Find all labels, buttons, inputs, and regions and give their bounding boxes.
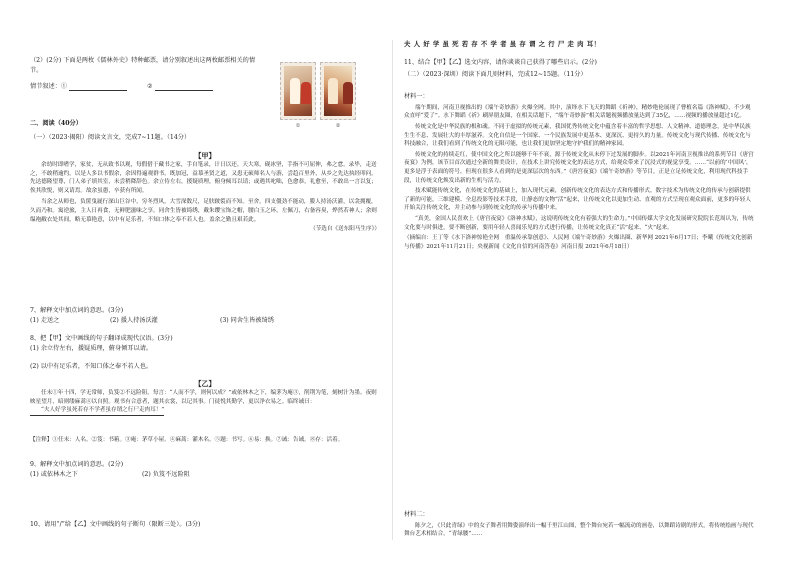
question-9 <box>30 460 380 480</box>
question-7-items <box>30 316 380 326</box>
material-1 <box>404 92 754 251</box>
material-1-paragraph-5: “真美，金国人民喜欢上《唐宫夜宴》《洛神水赋》，这说明传统文化有着强大的生命力。”中国传媒大学文化发展研究院院长范周认为，传统文化要与时俱进，要不断创新，要用年轻人喜闻乐见的方式进行传播，让传统文化真正“活”起来、“火”起来。 <box>404 215 754 231</box>
passage-yi-text: 任末①年十四，学无常师，负笈②不远险阻。每言：“人而不学，则何以成？”或依林木之下，编茅为庵③，削荆为笔，刻树汁为墨。夜则映星望月，暗则缕麻蒿④以自照。观书有合意者，题其衣裳，以记其事。门徒悦其勤学，更以净衣易之。临终诫曰： <box>30 390 377 405</box>
top-quote-block <box>404 40 754 49</box>
question-8-prompt: 8、把【甲】文中画线的句子翻译成现代汉语。(3分) <box>30 335 173 342</box>
material-2 <box>404 510 754 539</box>
plot-number-2: ② <box>147 82 153 90</box>
breaking-sentence: 夫 人 好 学 虽 死 若 存 不 学 者 虽 存 谓 之 行 尸 走 肉 耳！ <box>404 40 601 48</box>
question-9-item-1: (1) 或依林木之下 <box>30 470 78 478</box>
passage-yi <box>30 378 380 416</box>
plot-blank-2[interactable] <box>155 84 213 91</box>
plot-label: 情节叙述：① <box>30 82 68 90</box>
column-separator <box>392 40 393 540</box>
passage-yi-notes-text: 【注释】①任末：人名。②笈：书箱。③庵：茅草小屋。④麻蒿：灌木名。⑤题：书写。⑥易：换。⑦诫：告诫。⑧存：活着。 <box>30 437 344 443</box>
question-8-item-2: (2) 以中有足乐者，不知口体之奉不若人也。 <box>30 362 153 370</box>
material-1-heading: 材料一： <box>404 93 429 100</box>
question-9-items <box>30 470 380 480</box>
question-9-item-2: (2) 负笈不远险阻 <box>141 470 190 478</box>
stamp-images <box>280 62 358 132</box>
question-stamp-block <box>30 56 262 91</box>
material-2-heading: 材料二： <box>404 511 429 518</box>
passage-jia-paragraph-1: 余幼时即嗜学，家贫，无从致书以观，每假借于藏书之家，手自笔录，计日以还。天大寒，砚冰坚，手指不可屈伸，弗之怠。录毕，走送之，不敢稍逾约。以是人多以书假余，余因得遍观群书。既加冠，益慕圣贤之道，又患无硕师名人与游，尝趋百里外，从乡之先达执经叩问。先达德隆望尊，门人弟子填其室，未尝稍降辞色。余立侍左右，援疑质理，俯身倾耳以请；或遇其叱咄，色愈恭，礼愈至，不敢出一言以复；俟其欣悦，则又请焉。故余虽愚，卒获有所闻。 <box>30 162 377 194</box>
material-1-paragraph-3: 传统文化的持续走红，使中国文化之所以能够千年不衰，源于传统文化从未停下过发展的脚步。以2021年河南卫视推出的系列节目《唐宫夜宴》为例，该节目首次通过全新的舞美设计，在技术上讲究传统文化的表达方式，给观众带来了沉浸式的视觉享受。……“以前的‘中国风’，更多是浮于表面的符号，但现在很多人看到的是更深层次的东西。”《唐宫夜宴》《端午奇妙游》等节目，正是立足传统文化，利用现代科技手段，让传统文化焕发出新的生机与活力。 <box>404 151 754 184</box>
reading-section <box>30 120 260 142</box>
stamp-caption-1: ① <box>295 123 301 129</box>
stamp-caption-2: ② <box>335 123 341 129</box>
passage-jia-heading: 【甲】 <box>194 151 216 160</box>
passage-yi-notes <box>30 436 380 445</box>
plot-blank-1[interactable] <box>69 84 127 91</box>
question-9-prompt: 9、解释文中加点词的意思。(2分) <box>30 461 124 468</box>
question-7-item-1: (1) 走送之 <box>30 316 60 324</box>
passage-jia <box>30 150 380 234</box>
right-column <box>404 0 754 562</box>
question-7-item-2: (2) 援人持汤沃灌 <box>109 316 158 324</box>
left-column <box>30 0 380 562</box>
question-10 <box>30 520 380 530</box>
plot-answer-line <box>30 82 262 92</box>
passage-yi-underlined-quote: “夫人好学虽死若存不学者虽存谓之行尸走肉耳！” <box>30 406 164 416</box>
question-8 <box>30 334 380 371</box>
question-stamp: （2）(2分) 下面是两枚《儒林外史》特种邮票，请分别叙述出这两枚邮票相关的情节。 <box>30 57 256 74</box>
material-1-paragraph-4: 技术赋能传统文化，在传统文化的基础上，加入现代元素，创新传统文化的表达方式和传播形式。数字技术为传统文化的传承与创新提供了新的可能，三维建模、全息投影等技术手段，让静态的文物“活”起来，让传统文化以更加生动、直观的方式呈现在观众面前，更多的年轻人开始关注传统文化，并主动参与到传统文化的传承与传播中来。 <box>404 188 751 212</box>
question-7 <box>30 306 380 326</box>
stamp-image-2 <box>320 62 356 129</box>
question-11-prompt: 11、结合【甲】【乙】选文内容，请你谈谈自己获得了哪些启示。(2分) <box>404 59 597 66</box>
question-11 <box>404 58 754 80</box>
subsection-title: （一）（2023·揭阳）阅读文言文，完成7~11题。（14分） <box>30 133 191 141</box>
passage-jia-source: （节选自《送东阳马生序》） <box>310 226 380 233</box>
question-10-prompt: 10、请用“/”给【乙】文中画线的句子断句（限断三处）。(3分) <box>30 521 201 528</box>
question-7-prompt: 7、解释文中加点词的意思。(3分) <box>30 307 124 314</box>
question-7-item-3: (3) 同舍生皆被绮绣 <box>219 316 274 324</box>
passage-jia-paragraph-2: 当余之从师也，负箧曳屣行深山巨谷中，穷冬烈风，大雪深数尺，足肤皲裂而不知。至舍，四支僵劲不能动，媵人持汤沃灌，以衾拥覆，久而乃和。寓逆旅，主人日再食，无鲜肥滋味之享。同舍生皆被绮绣，戴朱缨宝饰之帽，腰白玉之环，左佩刀，右备容臭，烨然若神人；余则缊袍敝衣处其间，略无慕艳意，以中有足乐者，不知口体之奉不若人也。盖余之勤且艰若此。 <box>30 199 377 223</box>
subsection-2-title: （二）（2023·深圳）阅读下面几则材料，完成12~15题。（11分） <box>404 70 587 78</box>
material-2-paragraph-1: 陈夕之，《只此青绿》中的女子舞者用舞姿演绎出一幅千里江山图，整个舞台宛若一幅流动的画卷，以舞蹈诗剧的形式，将传统绘画与现代舞台艺术相结合，“青绿腰”…… <box>404 522 754 538</box>
passage-yi-heading: 【乙】 <box>194 379 216 388</box>
material-1-paragraph-1: 端午期间，河南卫视推出的《端午奇妙游》火爆全网。其中，演绎水下飞天的舞蹈《祈神》，精妙绝伦展现了曹植名篇《洛神赋》，不少观众直呼“爱了”。水下舞蹈《祈》刷屏朋友圈，在相关话题下，“端午奇妙游”相关话题视频播放量达到了35亿，……视频的播放量超过1亿。 <box>404 104 751 120</box>
question-8-item-1: (1) 余立侍左右，援疑质理，俯身倾耳以请。 <box>30 344 153 352</box>
section-title: 二、阅读（40分） <box>30 120 82 127</box>
passage-yi-paragraph <box>30 389 380 416</box>
material-1-source: （摘编自：王丁等《水下洛神惊艳全网 重温传承靠创意》、人民网《端午奇妙游》火爆出圈、新华网 2021年6月17日；李曦《传统文化创新与传播》2021年11月21日；央视新闻《文化自信的河南答卷》河南日报 2021年6月18日） <box>404 235 753 250</box>
material-1-paragraph-2: 传统文化是中华民族的根和魂。不同于虚拟的传统元素，我国优秀传统文化中蕴含着丰富的哲学思想、人文精神、道德理念，是中华民族生生不息、发展壮大的丰厚滋养。文化自信是一个国家、一个民族发展中更基本、更深沉、更持久的力量。传统文化与现代传播、传统文化与科技融合，让我们看到了传统文化的无限可能，也让我们更加坚定地守护我们的精神家园。 <box>404 123 751 148</box>
stamp-image-1 <box>280 62 316 129</box>
